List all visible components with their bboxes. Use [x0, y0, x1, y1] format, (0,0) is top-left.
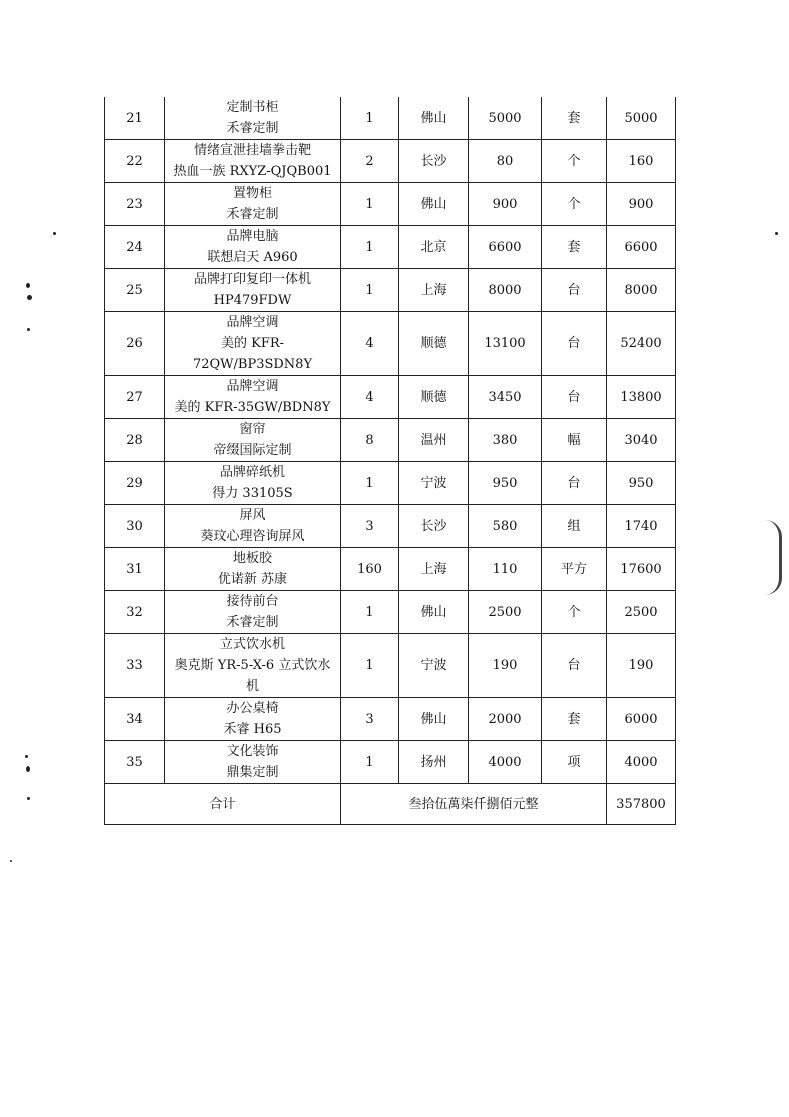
item-origin: 顺德	[399, 312, 469, 376]
scan-speck	[10, 860, 12, 862]
item-total: 6600	[607, 226, 676, 269]
item-quantity: 1	[341, 634, 399, 698]
item-number: 30	[105, 505, 165, 548]
item-name-line: 窗帘	[239, 422, 266, 437]
item-origin: 温州	[399, 419, 469, 462]
item-total: 13800	[607, 376, 676, 419]
item-name-line: 优诺新 苏康	[217, 572, 288, 587]
item-quantity: 8	[341, 419, 399, 462]
item-name-line: 美的 KFR-35GW/BDN8Y	[174, 400, 331, 415]
item-quantity: 1	[341, 97, 399, 140]
item-name-line: 葵玟心理咨询屏风	[200, 529, 305, 544]
item-unit-price: 2000	[469, 698, 542, 741]
item-total: 8000	[607, 269, 676, 312]
table-row	[105, 269, 676, 312]
item-unit-price: 5000	[469, 97, 542, 140]
item-name	[165, 97, 341, 140]
item-name	[165, 140, 341, 183]
item-table	[104, 97, 676, 825]
item-unit: 台	[542, 462, 607, 505]
item-name-line: 品牌空调	[226, 315, 279, 330]
item-name	[165, 376, 341, 419]
table-row	[105, 376, 676, 419]
item-quantity: 4	[341, 376, 399, 419]
item-name-line: 屏风	[239, 508, 266, 523]
item-number: 33	[105, 634, 165, 698]
item-name-line: 定制书柜	[226, 100, 279, 115]
item-unit: 套	[542, 226, 607, 269]
item-number: 21	[105, 97, 165, 140]
item-quantity: 1	[341, 269, 399, 312]
item-unit: 平方	[542, 548, 607, 591]
item-total: 4000	[607, 741, 676, 784]
total-label: 合计	[105, 784, 341, 825]
item-number: 25	[105, 269, 165, 312]
total-amount-words: 叁拾伍萬柒仟捌佰元整	[341, 784, 607, 825]
table-row	[105, 97, 676, 140]
item-quantity: 2	[341, 140, 399, 183]
item-quantity: 160	[341, 548, 399, 591]
table-row	[105, 634, 676, 698]
item-unit-price: 13100	[469, 312, 542, 376]
item-unit-price: 4000	[469, 741, 542, 784]
item-quantity: 3	[341, 698, 399, 741]
item-unit-price: 900	[469, 183, 542, 226]
item-quantity: 1	[341, 462, 399, 505]
item-total: 52400	[607, 312, 676, 376]
item-unit-price: 8000	[469, 269, 542, 312]
item-name	[165, 226, 341, 269]
item-name	[165, 698, 341, 741]
item-name-line: 品牌碎纸机	[219, 465, 285, 480]
item-unit: 组	[542, 505, 607, 548]
item-name-line: 品牌打印复印一体机	[193, 272, 311, 287]
item-unit: 台	[542, 634, 607, 698]
item-quantity: 3	[341, 505, 399, 548]
item-name	[165, 634, 341, 698]
item-name-line: 品牌空调	[226, 379, 279, 394]
item-number: 22	[105, 140, 165, 183]
item-quantity: 1	[341, 591, 399, 634]
scan-speck	[25, 755, 28, 758]
table-row	[105, 698, 676, 741]
item-origin: 宁波	[399, 634, 469, 698]
item-unit-price: 380	[469, 419, 542, 462]
item-name-line: 禾睿定制	[226, 615, 279, 630]
item-name	[165, 269, 341, 312]
table-row	[105, 462, 676, 505]
item-name-line: 帝缀国际定制	[213, 443, 292, 458]
item-number: 28	[105, 419, 165, 462]
item-name-line: 禾睿定制	[226, 121, 279, 136]
item-unit: 台	[542, 269, 607, 312]
item-total: 6000	[607, 698, 676, 741]
item-origin: 长沙	[399, 505, 469, 548]
item-origin: 上海	[399, 548, 469, 591]
item-unit: 个	[542, 183, 607, 226]
table-row	[105, 312, 676, 376]
item-name-line: 办公桌椅	[226, 701, 279, 716]
item-unit-price: 6600	[469, 226, 542, 269]
binding-mark	[765, 520, 782, 595]
item-number: 24	[105, 226, 165, 269]
table-row	[105, 505, 676, 548]
item-total: 3040	[607, 419, 676, 462]
item-number: 32	[105, 591, 165, 634]
item-number: 34	[105, 698, 165, 741]
item-origin: 佛山	[399, 97, 469, 140]
item-origin: 佛山	[399, 698, 469, 741]
item-number: 27	[105, 376, 165, 419]
scan-speck	[27, 797, 30, 800]
item-name-line: 禾睿 H65	[223, 722, 282, 737]
item-origin: 佛山	[399, 591, 469, 634]
item-unit-price: 80	[469, 140, 542, 183]
item-name-line: HP479FDW	[213, 293, 292, 308]
item-number: 23	[105, 183, 165, 226]
item-unit-price: 3450	[469, 376, 542, 419]
scan-speck	[26, 283, 30, 288]
item-total: 5000	[607, 97, 676, 140]
item-unit: 幅	[542, 419, 607, 462]
item-quantity: 1	[341, 741, 399, 784]
item-name	[165, 741, 341, 784]
item-number: 29	[105, 462, 165, 505]
table-row	[105, 741, 676, 784]
item-unit: 个	[542, 140, 607, 183]
table-row	[105, 591, 676, 634]
item-name-line: 机	[245, 679, 259, 694]
item-unit-price: 110	[469, 548, 542, 591]
item-unit-price: 190	[469, 634, 542, 698]
item-unit: 台	[542, 376, 607, 419]
item-name-line: 鼎集定制	[226, 765, 279, 780]
item-quantity: 1	[341, 183, 399, 226]
item-total: 900	[607, 183, 676, 226]
item-unit: 套	[542, 698, 607, 741]
item-name	[165, 462, 341, 505]
item-quantity: 1	[341, 226, 399, 269]
scan-speck	[53, 232, 56, 235]
item-origin: 宁波	[399, 462, 469, 505]
item-unit-price: 2500	[469, 591, 542, 634]
item-origin: 长沙	[399, 140, 469, 183]
item-name	[165, 312, 341, 376]
scan-speck	[26, 766, 30, 772]
item-name-line: 接待前台	[226, 594, 279, 609]
item-origin: 上海	[399, 269, 469, 312]
item-name-line: 热血一族 RXYZ-QJQB001	[173, 164, 332, 179]
item-name	[165, 505, 341, 548]
item-name-line: 地板胶	[232, 551, 272, 566]
item-name-line: 立式饮水机	[219, 637, 285, 652]
item-quantity: 4	[341, 312, 399, 376]
item-total: 190	[607, 634, 676, 698]
item-name-line: 联想启天 A960	[207, 250, 298, 265]
item-name-line: 得力 33105S	[212, 486, 293, 501]
table-row	[105, 140, 676, 183]
item-unit: 台	[542, 312, 607, 376]
item-unit: 套	[542, 97, 607, 140]
item-name-line: 美的 KFR-72QW/BP3SDN8Y	[192, 336, 313, 372]
item-unit: 个	[542, 591, 607, 634]
item-total: 17600	[607, 548, 676, 591]
total-amount: 357800	[607, 784, 676, 825]
item-name-line: 文化装饰	[226, 744, 279, 759]
total-row	[105, 784, 676, 825]
item-origin: 顺德	[399, 376, 469, 419]
scan-speck	[775, 232, 778, 235]
item-unit-price: 950	[469, 462, 542, 505]
table-row	[105, 226, 676, 269]
scan-speck	[27, 328, 30, 331]
item-name	[165, 183, 341, 226]
item-origin: 佛山	[399, 183, 469, 226]
item-name	[165, 548, 341, 591]
item-unit-price: 580	[469, 505, 542, 548]
item-name-line: 品牌电脑	[226, 229, 279, 244]
item-total: 950	[607, 462, 676, 505]
item-origin: 北京	[399, 226, 469, 269]
table-row	[105, 548, 676, 591]
item-unit: 项	[542, 741, 607, 784]
item-total: 1740	[607, 505, 676, 548]
table-row	[105, 183, 676, 226]
item-total: 2500	[607, 591, 676, 634]
item-number: 31	[105, 548, 165, 591]
item-total: 160	[607, 140, 676, 183]
item-table-body	[105, 97, 676, 825]
scan-speck	[27, 295, 32, 300]
item-name-line: 情绪宣泄挂墙拳击靶	[193, 143, 311, 158]
item-number: 35	[105, 741, 165, 784]
item-name-line: 置物柜	[232, 186, 272, 201]
item-name	[165, 591, 341, 634]
item-origin: 扬州	[399, 741, 469, 784]
item-name-line: 奥克斯 YR-5-X-6 立式饮水	[174, 658, 331, 673]
item-name	[165, 419, 341, 462]
item-name-line: 禾睿定制	[226, 207, 279, 222]
table-row	[105, 419, 676, 462]
item-number: 26	[105, 312, 165, 376]
